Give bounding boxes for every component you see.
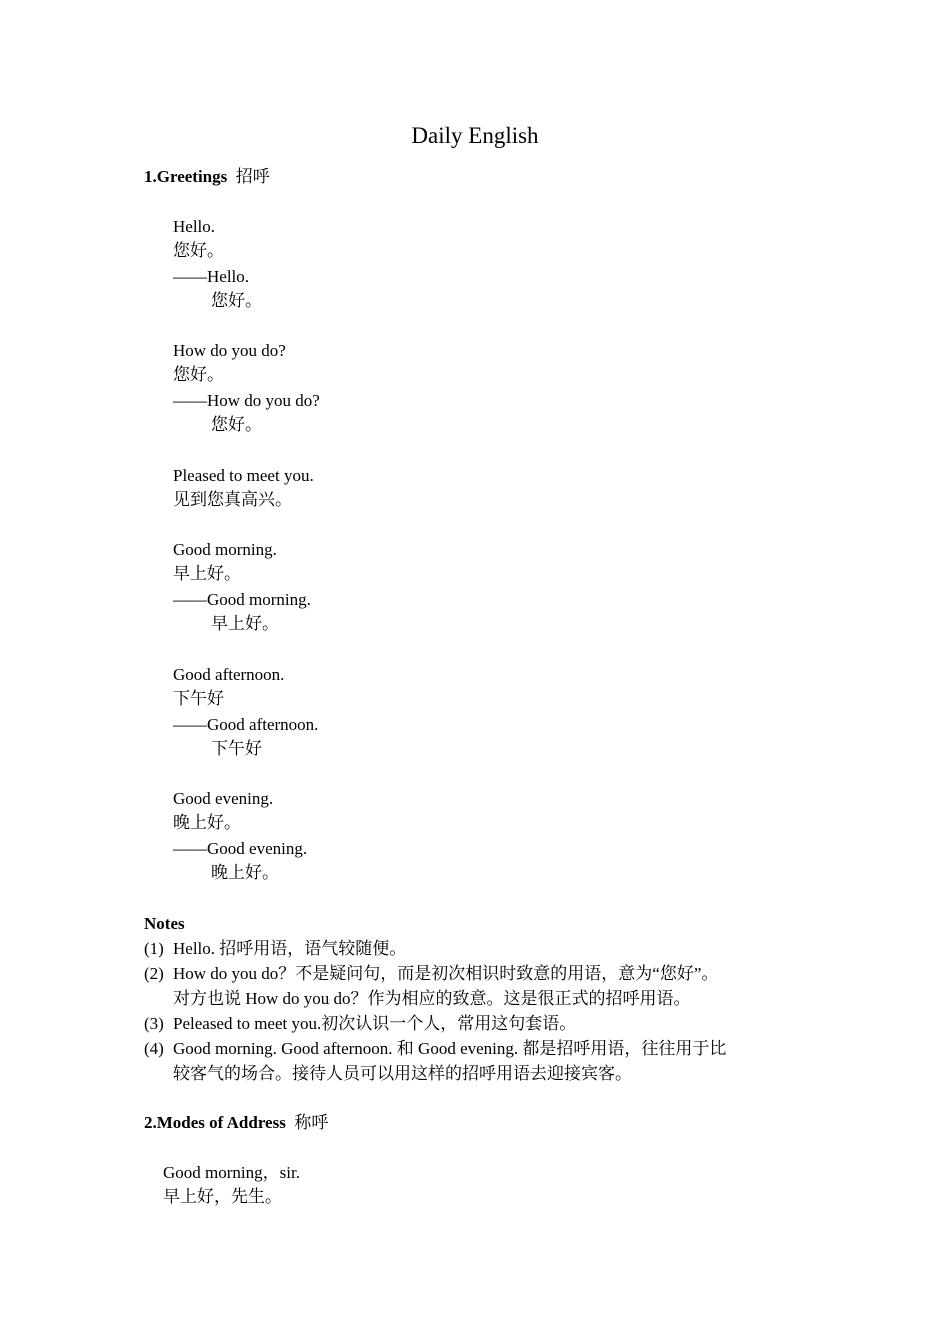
note-text-continued: 对方也说 How do you do？作为相应的致意。这是很正式的招呼用语。 [173,989,691,1008]
dialog-en: Good afternoon. [173,665,285,684]
note-text-continued: 较客气的场合。接待人员可以用这样的招呼用语去迎接宾客。 [173,1064,632,1083]
page-title: Daily English [411,123,539,148]
dialog-reply-en: ——Hello. [173,267,250,286]
note-text: Hello. 招呼用语，语气较随便。 [173,939,407,958]
dialog-en: Pleased to meet you. [173,466,314,485]
dialog-cn: 晚上好。 [173,813,241,832]
dialog-reply-cn: 下午好 [211,739,262,758]
note-number: (4) [144,1039,164,1058]
dialog-cn: 您好。 [173,241,224,260]
dialog-en: Hello. [173,217,216,236]
section-heading-en: 2.Modes of Address [144,1113,286,1132]
dialog-reply-en: ——Good afternoon. [173,715,319,734]
dialog-cn: 您好。 [173,365,224,384]
note-number: (2) [144,964,164,983]
section-heading-greetings [144,168,270,185]
dialog-cn: 见到您真高兴。 [173,490,292,509]
section-heading-address [144,1114,328,1131]
dialog-reply-cn: 晚上好。 [211,863,279,882]
dialog-cn: 早上好，先生。 [163,1187,282,1206]
dialog-reply-en: ——How do you do? [173,391,320,410]
dialog-reply-en: ——Good morning. [173,590,311,609]
dialog-en: How do you do? [173,341,286,360]
section-heading-en: 1.Greetings [144,167,228,186]
note-text: Good morning. Good afternoon. 和 Good evening. 都是招呼用语，往往用于比 [173,1039,727,1058]
section-heading-cn: 称呼 [294,1113,329,1132]
dialog-en: Good morning. [173,540,277,559]
notes-heading: Notes [144,914,185,933]
section-heading-cn: 招呼 [235,167,270,186]
dialog-reply-cn: 您好。 [211,415,262,434]
dialog-reply-en: ——Good evening. [173,839,308,858]
dialog-reply-cn: 早上好。 [211,614,279,633]
note-number: (1) [144,939,164,958]
note-text: Peleased to meet you.初次认识一个人，常用这句套语。 [173,1014,577,1033]
dialog-en: Good morning，sir. [163,1163,300,1182]
dialog-en: Good evening. [173,789,274,808]
note-number: (3) [144,1014,164,1033]
dialog-cn: 下午好 [173,689,224,708]
note-text: How do you do？不是疑问句，而是初次相识时致意的用语，意为“您好”。 [173,964,719,983]
dialog-cn: 早上好。 [173,564,241,583]
dialog-reply-cn: 您好。 [211,291,262,310]
